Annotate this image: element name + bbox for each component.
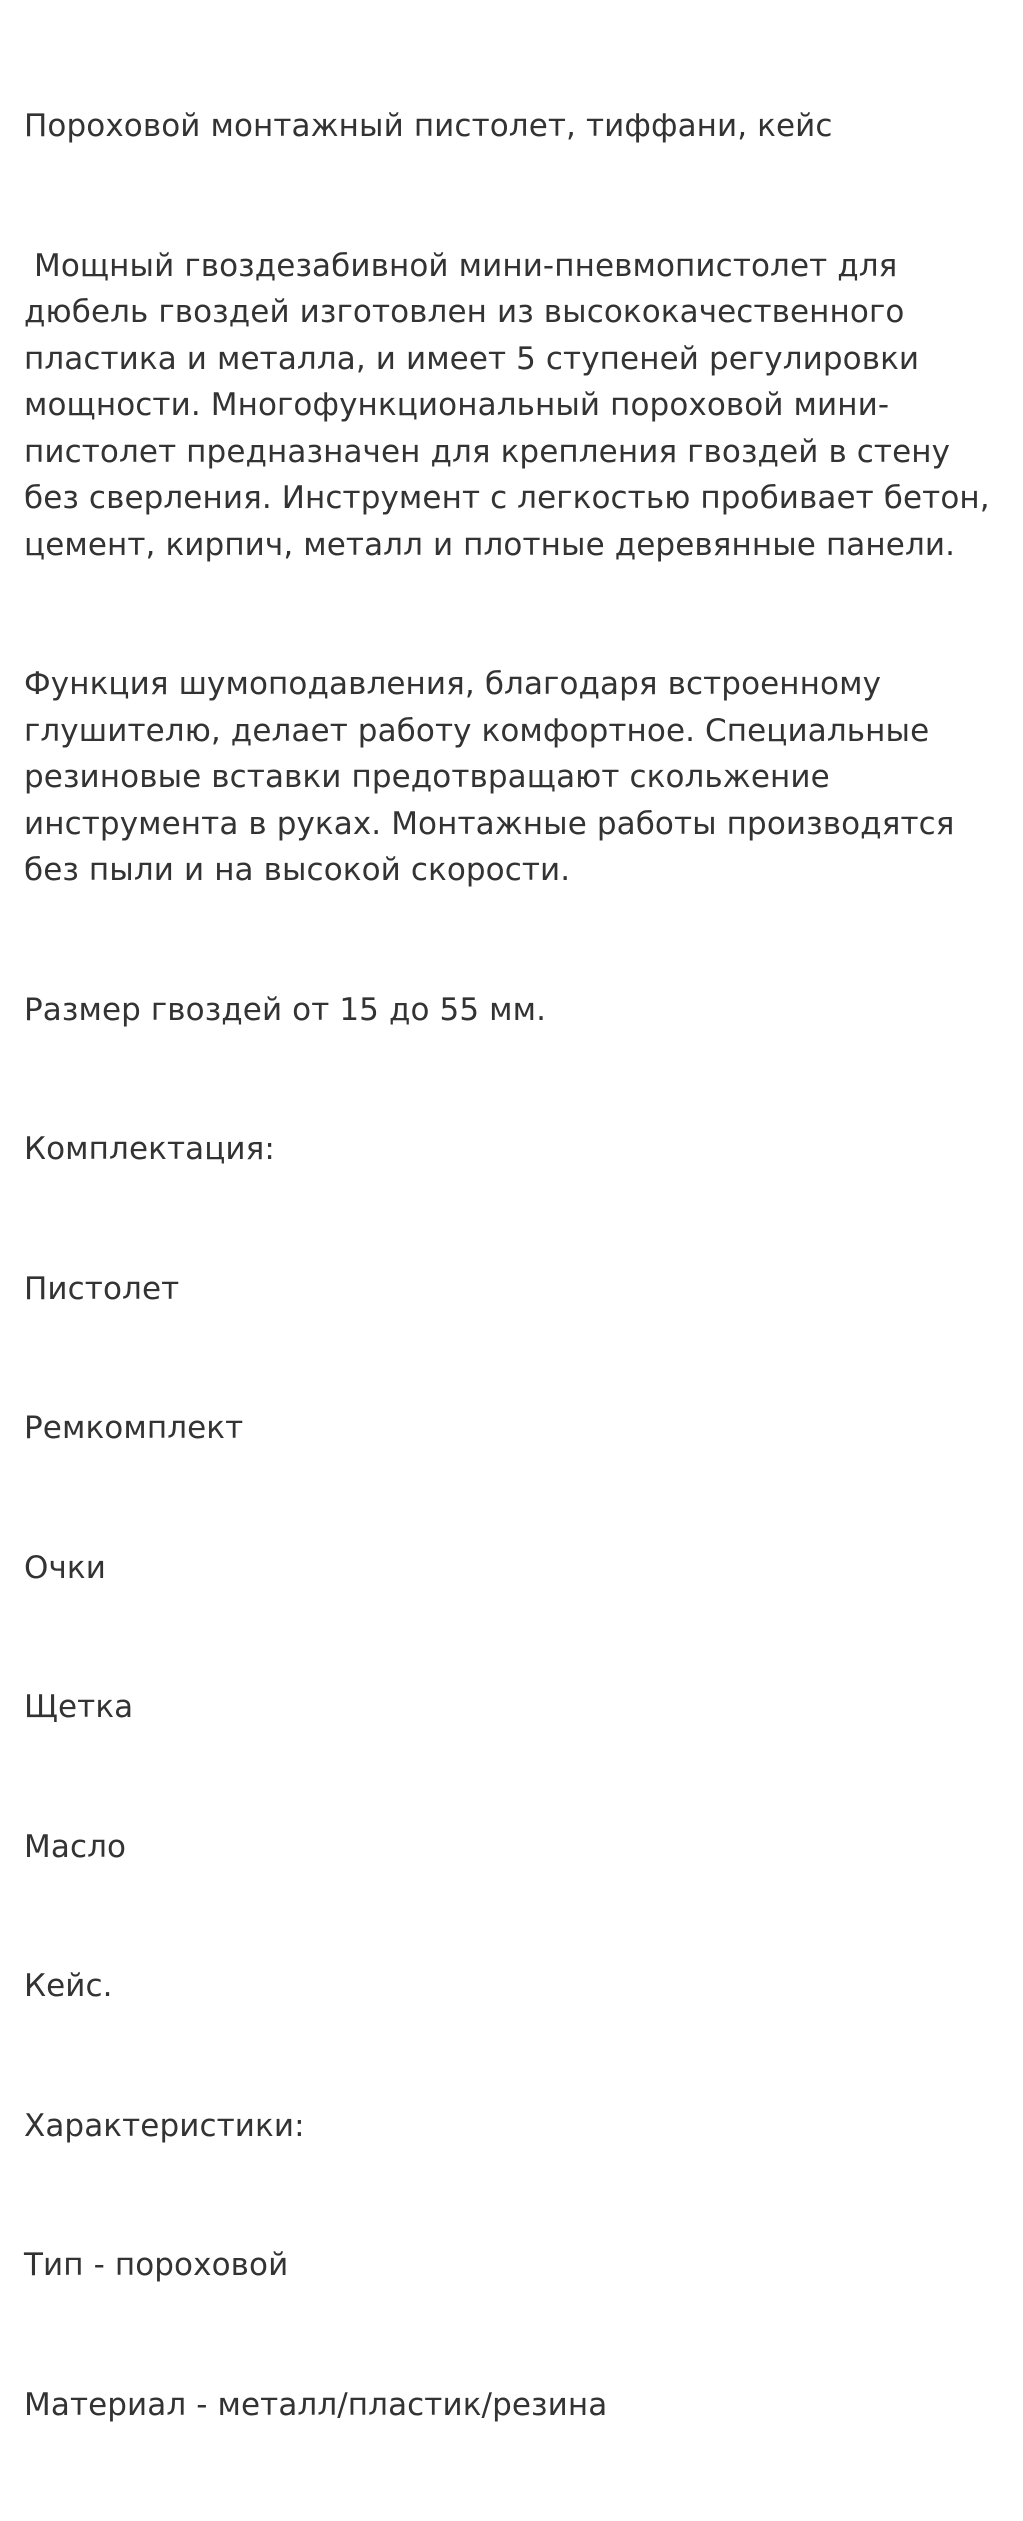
package-heading: Комплектация: <box>24 1131 275 1167</box>
package-item: Щетка <box>24 1689 134 1725</box>
product-description <box>24 10 1005 2521</box>
description-paragraph: Функция шумоподавления, благодаря встроенному глушителю, делает работу комфортное. Специальные резиновые вставки предотвращают скольжение инструмента в руках. Монтажные работы производятся без пыли и на высокой скорости. <box>24 666 965 888</box>
package-item: Пистолет <box>24 1270 180 1307</box>
product-title-line: Пороховой монтажный пистолет, тиффани, кейс <box>24 108 833 144</box>
package-item: Кейс. <box>24 1968 113 2004</box>
nail-size-line: Размер гвоздей от 15 до 55 мм. <box>24 991 547 1028</box>
description-paragraph: Мощный гвоздезабивной мини-пневмопистолет для дюбель гвоздей изготовлен из высококачественного пластика и металла, и имеет 5 ступеней регулировки мощности. Многофункциональный пороховой мини-пистолет предназначен для крепления гвоздей в стену без сверления. Инструмент с легкостью пробивает бетон, цемент, кирпич, металл и плотные деревянные панели. <box>24 247 1000 563</box>
spec-type: Тип - пороховой <box>24 2247 289 2283</box>
package-item: Ремкомплект <box>24 1410 244 1446</box>
spec-material: Материал - металл/пластик/резина <box>24 2386 608 2423</box>
specs-heading: Характеристики: <box>24 2107 305 2144</box>
package-item: Масло <box>24 1828 127 1865</box>
package-item: Очки <box>24 1549 106 1586</box>
